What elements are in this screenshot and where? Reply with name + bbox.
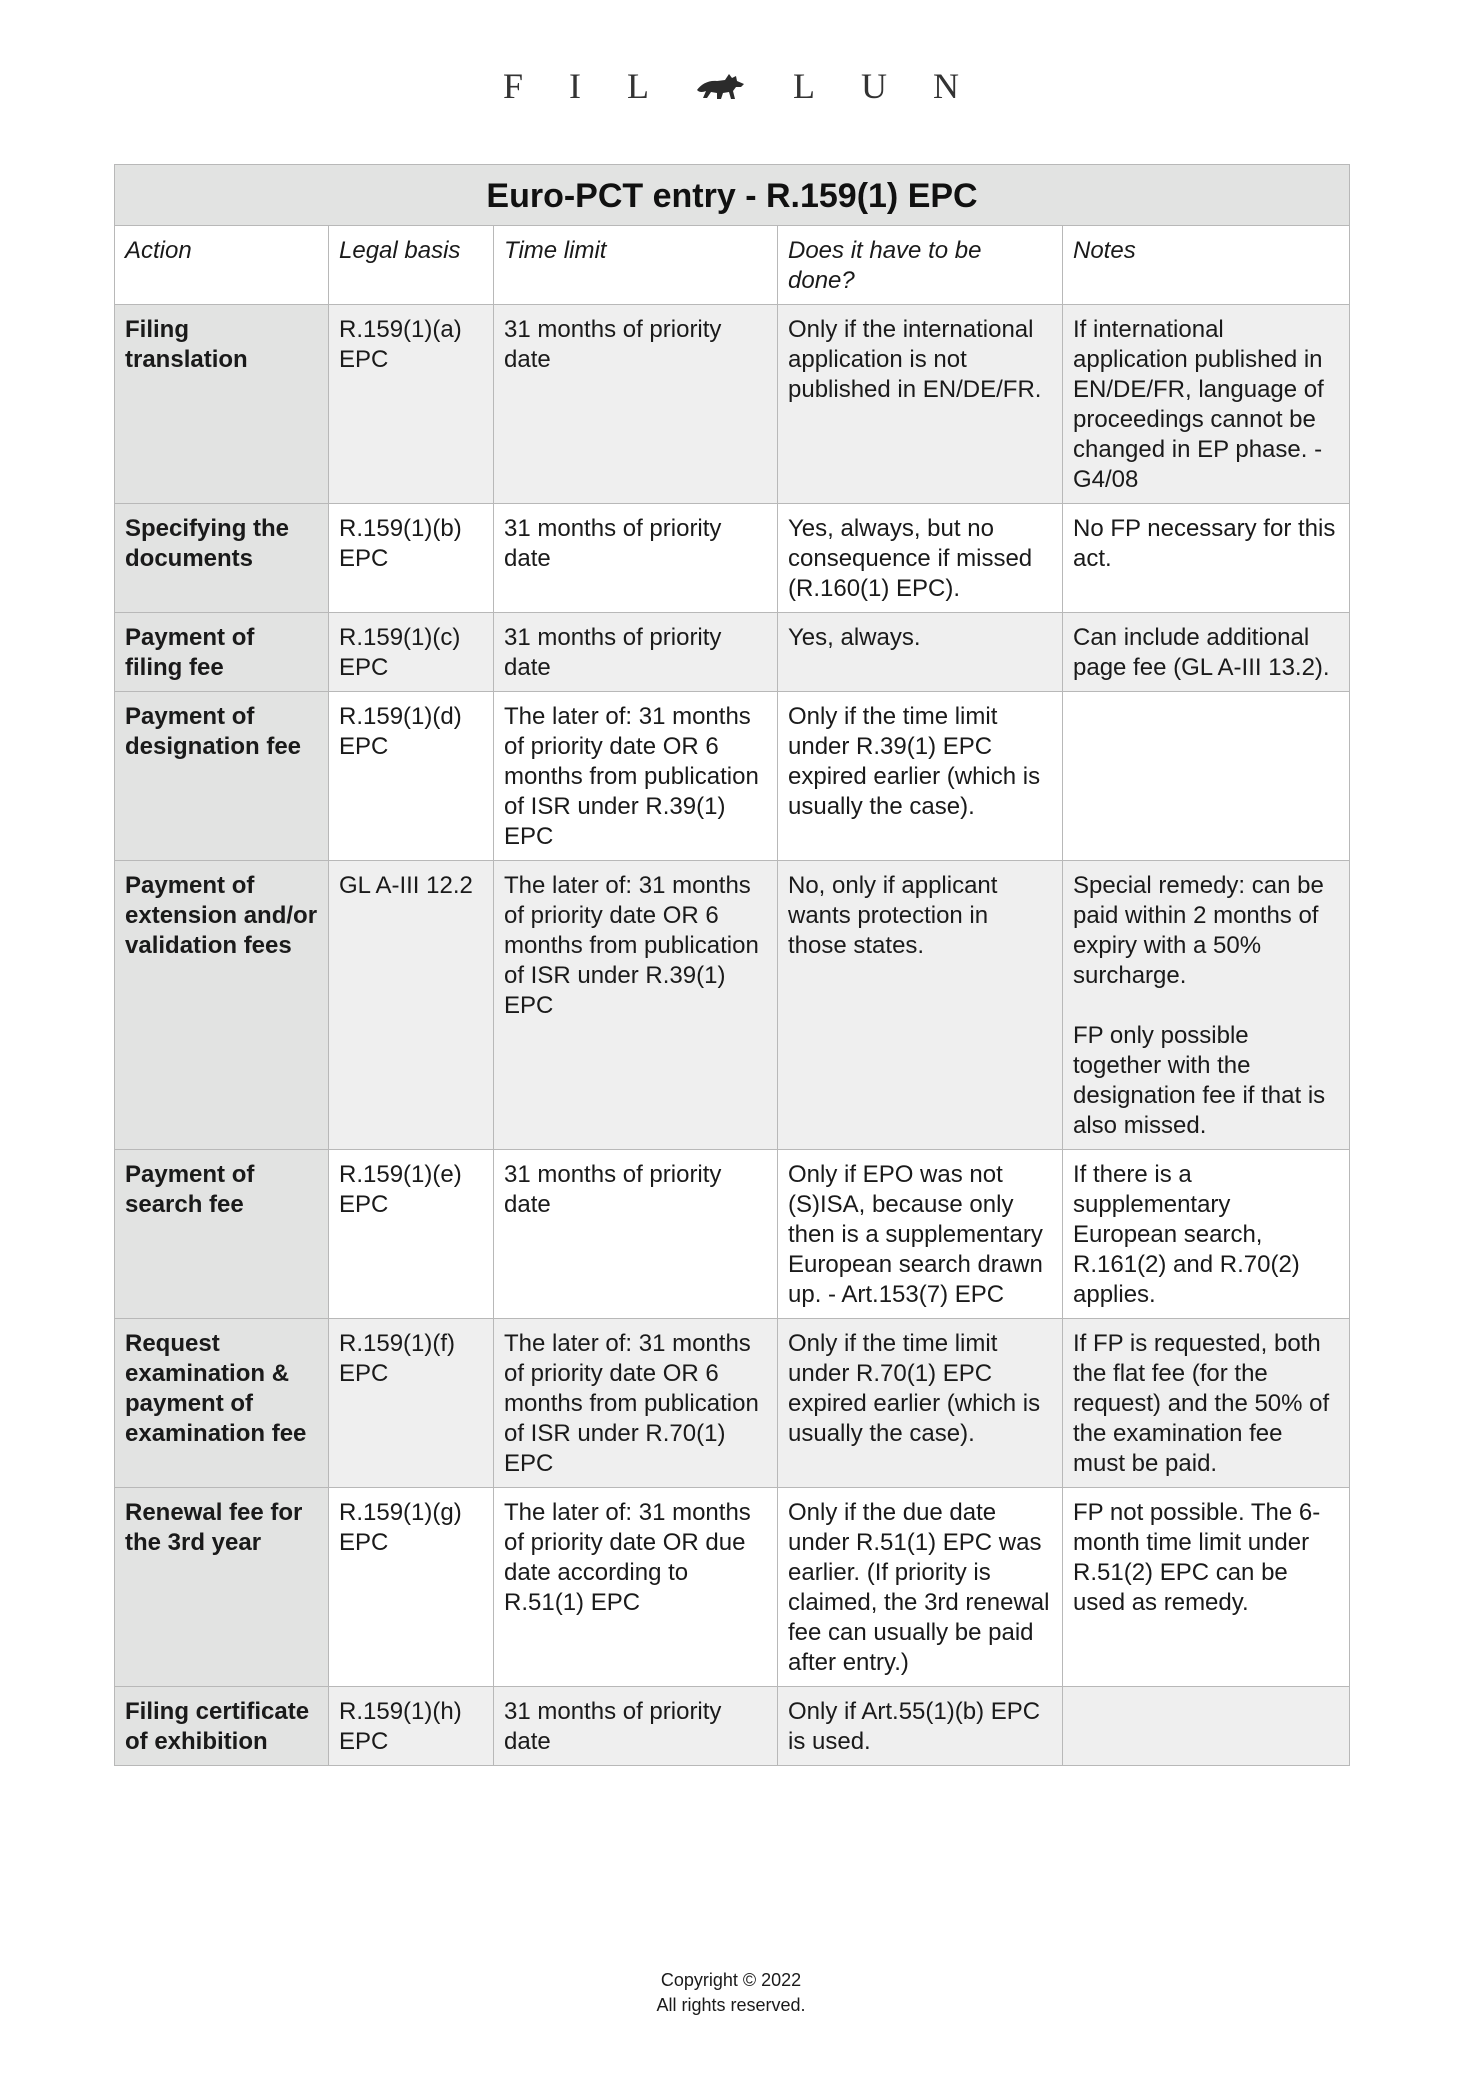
required-cell: Only if the time limit under R.70(1) EPC expired earlier (which is usually the case). <box>778 1319 1063 1488</box>
required-cell: Only if the international application is not published in EN/DE/FR. <box>778 305 1063 504</box>
table-row <box>115 1319 1350 1488</box>
required-cell: No, only if applicant wants protection in those states. <box>778 861 1063 1150</box>
table-row <box>115 1687 1350 1766</box>
action-cell: Payment of search fee <box>115 1150 329 1319</box>
note-paragraph: If there is a supplementary European search, R.161(2) and R.70(2) applies. <box>1073 1161 1300 1308</box>
table-row <box>115 504 1350 613</box>
time-limit-cell: The later of: 31 months of priority date OR 6 months from publication of ISR under R.39(1) EPC <box>494 861 778 1150</box>
header-legal-basis: Legal basis <box>329 226 494 305</box>
action-cell: Payment of extension and/or validation fees <box>115 861 329 1150</box>
logo-letter: U <box>861 66 888 106</box>
note-paragraph: FP not possible. The 6-month time limit under R.51(2) EPC can be used as remedy. <box>1073 1499 1321 1616</box>
note-paragraph: Can include additional page fee (GL A-III 13.2). <box>1073 624 1330 681</box>
fox-icon <box>695 70 747 102</box>
copyright-text: Copyright © 2022 <box>660 1970 802 1990</box>
note-paragraph: If international application published in EN/DE/FR, language of proceedings cannot be changed in EP phase. - G4/08 <box>1073 316 1324 493</box>
required-cell: Only if the due date under R.51(1) EPC was earlier. (If priority is claimed, the 3rd renewal fee can usually be paid after entry.) <box>778 1488 1063 1687</box>
legal-basis-cell: R.159(1)(e) EPC <box>329 1150 494 1319</box>
logo-letter: N <box>933 66 960 106</box>
header-notes: Notes <box>1063 226 1350 305</box>
note-paragraph: FP only possible together with the designation fee if that is also missed. <box>1073 1022 1326 1139</box>
table-row <box>115 861 1350 1150</box>
logo-letter: L <box>627 66 650 106</box>
footer <box>0 1968 1462 2018</box>
notes-cell <box>1063 1150 1350 1319</box>
action-cell: Specifying the documents <box>115 504 329 613</box>
legal-basis-cell: R.159(1)(g) EPC <box>329 1488 494 1687</box>
header-time-limit: Time limit <box>494 226 778 305</box>
legal-basis-cell: R.159(1)(b) EPC <box>329 504 494 613</box>
legal-basis-cell: R.159(1)(f) EPC <box>329 1319 494 1488</box>
table-header-row <box>115 226 1350 305</box>
action-cell: Renewal fee for the 3rd year <box>115 1488 329 1687</box>
legal-basis-cell: R.159(1)(c) EPC <box>329 613 494 692</box>
table-row <box>115 305 1350 504</box>
notes-cell <box>1063 504 1350 613</box>
table-body <box>115 305 1350 1766</box>
action-cell: Payment of designation fee <box>115 692 329 861</box>
legal-basis-cell: R.159(1)(d) EPC <box>329 692 494 861</box>
table-row <box>115 1488 1350 1687</box>
time-limit-cell: The later of: 31 months of priority date OR 6 months from publication of ISR under R.70(1) EPC <box>494 1319 778 1488</box>
required-cell: Only if EPO was not (S)ISA, because only then is a supplementary European search drawn up. - Art.153(7) EPC <box>778 1150 1063 1319</box>
table-title: Euro-PCT entry - R.159(1) EPC <box>115 165 1350 226</box>
notes-cell <box>1063 1319 1350 1488</box>
notes-cell <box>1063 305 1350 504</box>
time-limit-cell: The later of: 31 months of priority date OR 6 months from publication of ISR under R.39(1) EPC <box>494 692 778 861</box>
required-cell: Only if the time limit under R.39(1) EPC expired earlier (which is usually the case). <box>778 692 1063 861</box>
notes-cell <box>1063 613 1350 692</box>
table-title-row <box>115 165 1350 226</box>
note-spacer <box>1073 991 1339 1021</box>
required-cell: Yes, always, but no consequence if missed (R.160(1) EPC). <box>778 504 1063 613</box>
action-cell: Filing translation <box>115 305 329 504</box>
legal-basis-cell: R.159(1)(a) EPC <box>329 305 494 504</box>
action-cell: Payment of filing fee <box>115 613 329 692</box>
notes-cell <box>1063 692 1350 861</box>
action-cell: Filing certificate of exhibition <box>115 1687 329 1766</box>
action-cell: Request examination & payment of examination fee <box>115 1319 329 1488</box>
notes-cell <box>1063 1488 1350 1687</box>
euro-pct-table <box>114 164 1350 1766</box>
brand-logo <box>0 66 1462 106</box>
legal-basis-cell: GL A-III 12.2 <box>329 861 494 1150</box>
logo-letter: F <box>502 66 524 106</box>
rights-text: All rights reserved. <box>656 1995 806 2015</box>
required-cell: Yes, always. <box>778 613 1063 692</box>
note-paragraph: If FP is requested, both the flat fee (for the request) and the 50% of the examination fee must be paid. <box>1073 1330 1330 1477</box>
notes-cell <box>1063 1687 1350 1766</box>
time-limit-cell: 31 months of priority date <box>494 305 778 504</box>
time-limit-cell: 31 months of priority date <box>494 504 778 613</box>
table-row <box>115 1150 1350 1319</box>
header-required: Does it have to be done? <box>778 226 1063 305</box>
required-cell: Only if Art.55(1)(b) EPC is used. <box>778 1687 1063 1766</box>
logo-letter: L <box>793 66 816 106</box>
header-action: Action <box>115 226 329 305</box>
time-limit-cell: The later of: 31 months of priority date OR due date according to R.51(1) EPC <box>494 1488 778 1687</box>
table-row <box>115 613 1350 692</box>
time-limit-cell: 31 months of priority date <box>494 1687 778 1766</box>
note-paragraph: No FP necessary for this act. <box>1073 515 1336 572</box>
notes-cell <box>1063 861 1350 1150</box>
legal-basis-cell: R.159(1)(h) EPC <box>329 1687 494 1766</box>
table-row <box>115 692 1350 861</box>
note-paragraph: Special remedy: can be paid within 2 months of expiry with a 50% surcharge. <box>1073 872 1324 989</box>
time-limit-cell: 31 months of priority date <box>494 1150 778 1319</box>
time-limit-cell: 31 months of priority date <box>494 613 778 692</box>
euro-pct-table-container <box>114 164 1349 1766</box>
logo-letter: I <box>569 66 582 106</box>
